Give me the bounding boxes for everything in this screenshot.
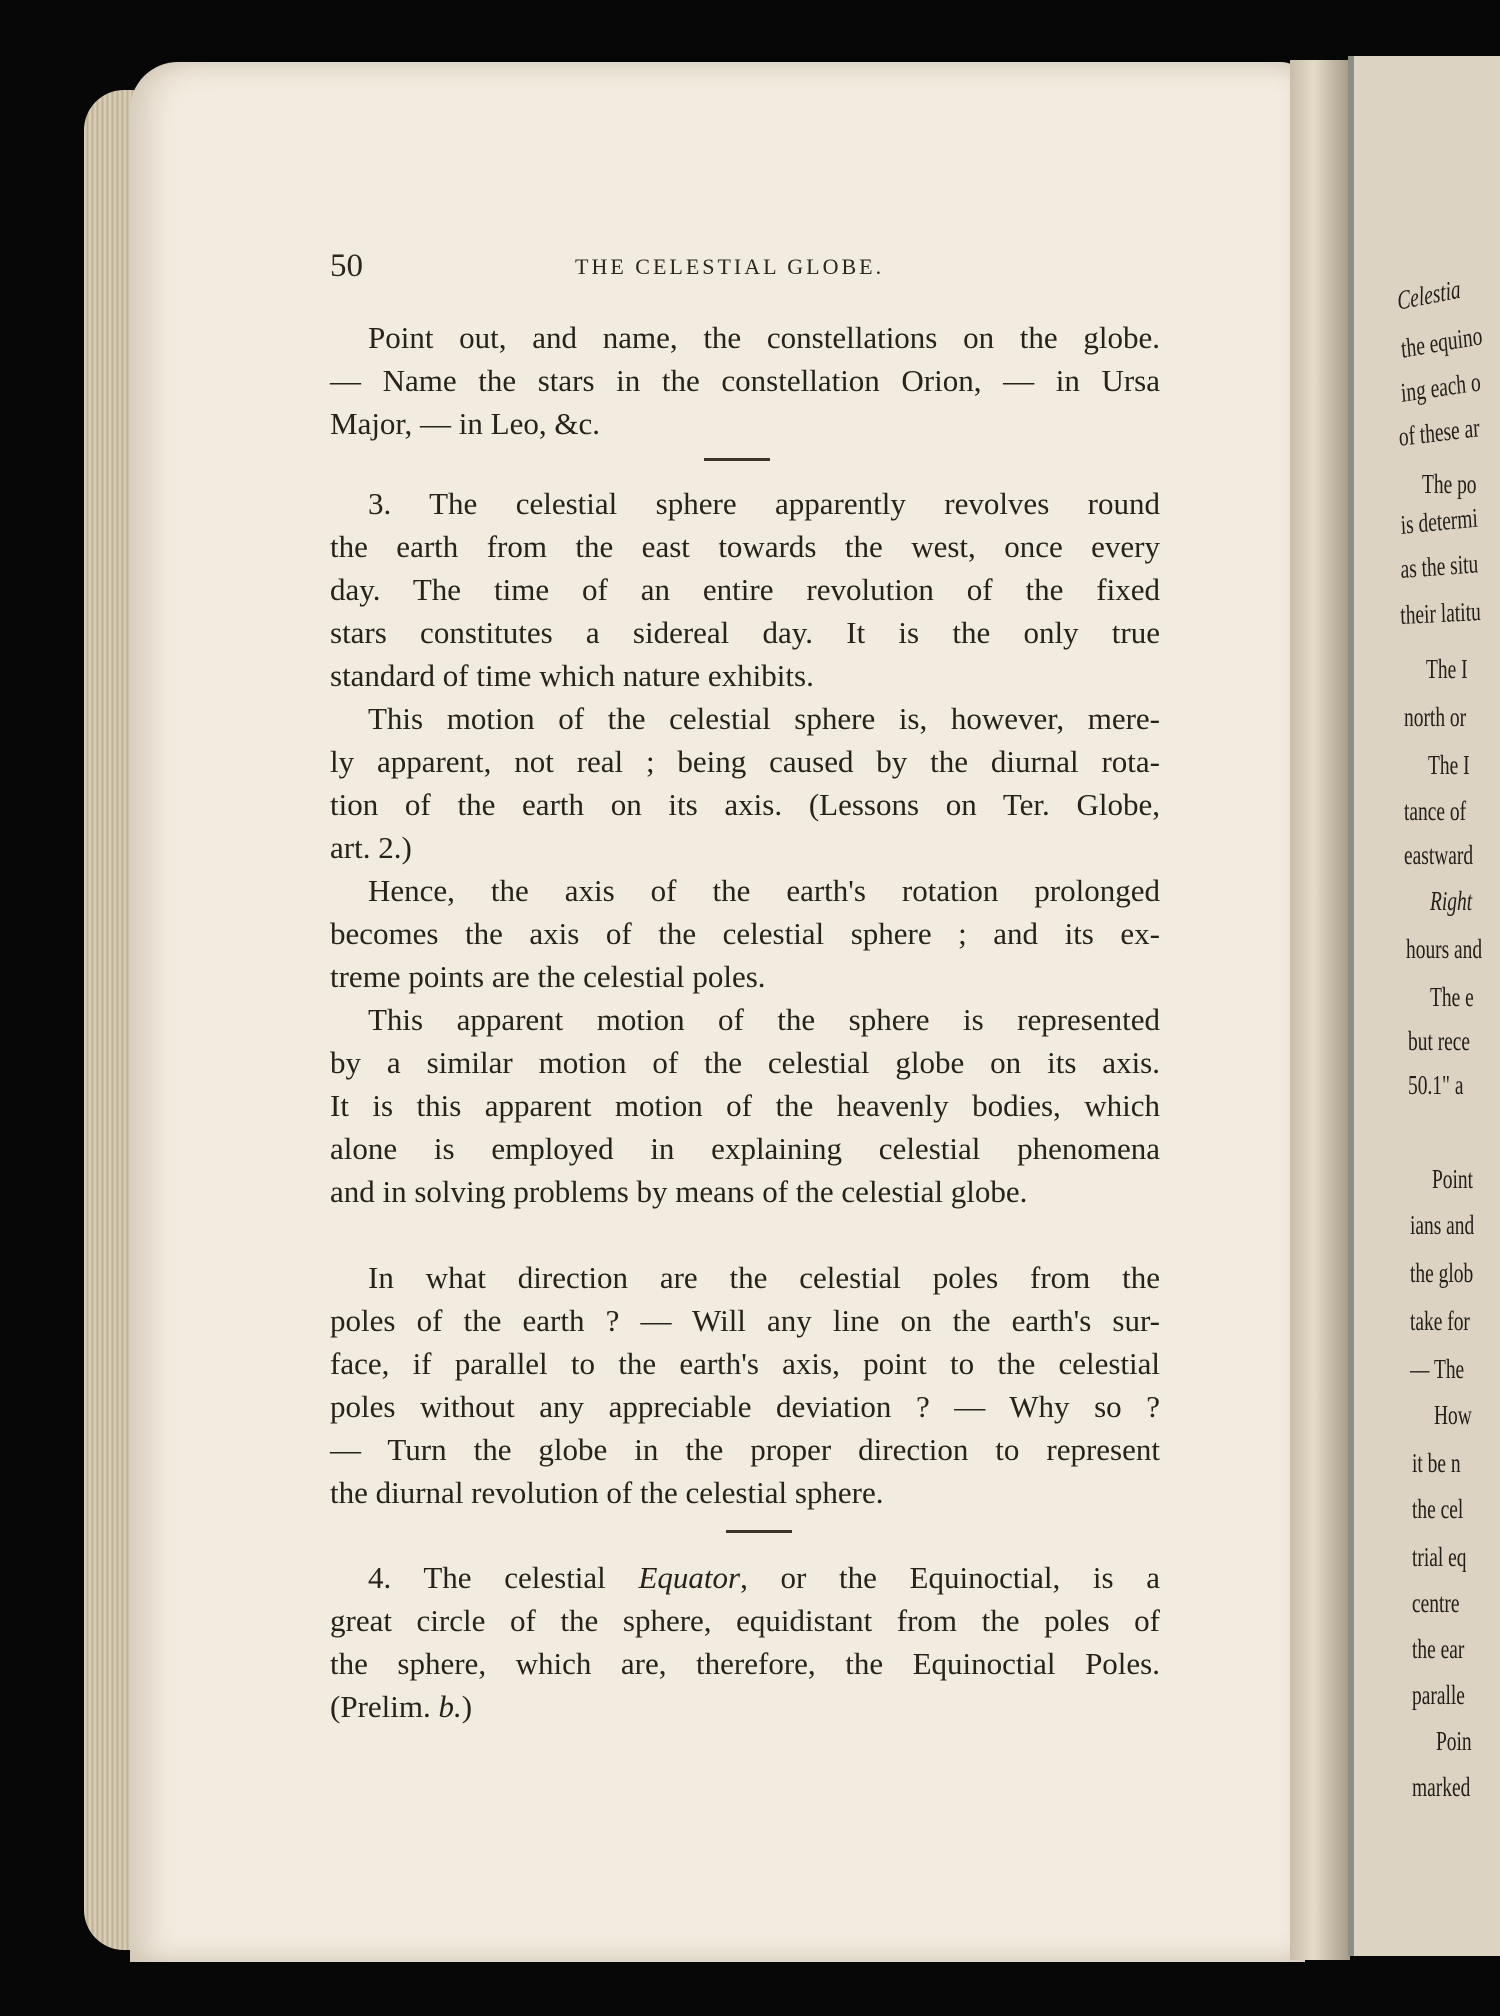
facing-line: the cel bbox=[1412, 1494, 1464, 1524]
text-line: Major, — in Leo, &c. bbox=[330, 406, 600, 441]
facing-line: Poin bbox=[1436, 1726, 1472, 1756]
text-line: the sphere, which are, therefore, the Equinoctial Poles. bbox=[330, 1646, 1160, 1681]
paragraph-questions-poles bbox=[330, 1256, 1160, 1514]
text-line: and in solving problems by means of the celestial globe. bbox=[330, 1174, 1028, 1209]
text-line: Point out, and name, the constellations on the globe. bbox=[368, 320, 1160, 355]
facing-line: The I bbox=[1426, 654, 1468, 684]
text-line: alone is employed in explaining celestial phenomena bbox=[330, 1131, 1160, 1166]
text-line: day. The time of an entire revolution of the fixed bbox=[330, 572, 1160, 607]
prelim-italic: b. bbox=[438, 1689, 462, 1724]
facing-line: Celestia bbox=[1395, 273, 1462, 316]
facing-line: as the situ bbox=[1399, 548, 1479, 584]
text-line: — Turn the globe in the proper direction to represent bbox=[330, 1432, 1160, 1467]
text-line: This motion of the celestial sphere is, however, mere- bbox=[368, 701, 1160, 736]
prelim-prefix: (Prelim. bbox=[330, 1689, 439, 1724]
facing-line: ians and bbox=[1410, 1210, 1475, 1240]
facing-line: The e bbox=[1430, 982, 1474, 1012]
facing-line: it be n bbox=[1412, 1448, 1461, 1478]
text-line: face, if parallel to the earth's axis, point to the celestial bbox=[330, 1346, 1160, 1381]
running-title: THE CELESTIAL GLOBE. bbox=[575, 254, 885, 279]
facing-line: Right bbox=[1430, 886, 1473, 916]
text-line: In what direction are the celestial poles from the bbox=[368, 1260, 1160, 1295]
text-line: ly apparent, not real ; being caused by the diurnal rota- bbox=[330, 744, 1160, 779]
page-number: 50 bbox=[330, 248, 363, 284]
text-line: art. 2.) bbox=[330, 830, 412, 865]
equator-term: Equator bbox=[638, 1560, 741, 1595]
facing-line: the ear bbox=[1412, 1634, 1465, 1664]
facing-line: north or bbox=[1404, 702, 1467, 732]
facing-line: the equino bbox=[1399, 320, 1484, 364]
facing-line: eastward bbox=[1404, 840, 1474, 870]
equator-rest: , or the Equinoctial, is a bbox=[740, 1560, 1160, 1595]
facing-page bbox=[1348, 56, 1500, 1956]
facing-line: their latitu bbox=[1399, 596, 1482, 630]
book-gutter bbox=[1290, 60, 1350, 1960]
section-3 bbox=[330, 482, 1160, 1213]
section-rule bbox=[726, 1530, 792, 1533]
page-header bbox=[330, 248, 1160, 288]
text-line: Hence, the axis of the earth's rotation prolonged bbox=[368, 873, 1160, 908]
text-line: 3. The celestial sphere apparently revolves round bbox=[368, 486, 1160, 521]
text-line: It is this apparent motion of the heavenly bodies, which bbox=[330, 1088, 1160, 1123]
text-line: the earth from the east towards the west, once every bbox=[330, 529, 1160, 564]
text-line: stars constitutes a sidereal day. It is the only true bbox=[330, 615, 1160, 650]
text-line: becomes the axis of the celestial sphere ; and its ex- bbox=[330, 916, 1160, 951]
text-line: the diurnal revolution of the celestial sphere. bbox=[330, 1475, 884, 1510]
facing-line: but rece bbox=[1408, 1026, 1471, 1056]
prelim-suffix: ) bbox=[461, 1689, 473, 1724]
facing-line: is determi bbox=[1399, 502, 1479, 540]
section-rule bbox=[704, 458, 770, 461]
equator-prefix: 4. The celestial bbox=[368, 1560, 639, 1595]
facing-line: the glob bbox=[1410, 1258, 1474, 1288]
text-line: treme points are the celestial poles. bbox=[330, 959, 766, 994]
facing-line: marked bbox=[1412, 1772, 1471, 1802]
facing-line: take for bbox=[1410, 1306, 1470, 1336]
text-line: standard of time which nature exhibits. bbox=[330, 658, 814, 693]
text-line bbox=[330, 1556, 1160, 1599]
text-line bbox=[330, 1685, 1160, 1728]
facing-line: tance of bbox=[1404, 796, 1467, 826]
facing-line: 50.1" a bbox=[1408, 1070, 1464, 1100]
facing-line: The po bbox=[1422, 469, 1477, 499]
text-line: by a similar motion of the celestial globe on its axis. bbox=[330, 1045, 1160, 1080]
facing-line: ing each o bbox=[1399, 366, 1482, 408]
facing-line: — The bbox=[1410, 1354, 1465, 1384]
text-line: This apparent motion of the sphere is represented bbox=[368, 1002, 1160, 1037]
text-line: tion of the earth on its axis. (Lessons on Ter. Globe, bbox=[330, 787, 1160, 822]
facing-line: The I bbox=[1428, 750, 1470, 780]
facing-line: paralle bbox=[1412, 1680, 1465, 1710]
facing-line: of these ar bbox=[1397, 412, 1481, 452]
text-line: — Name the stars in the constellation Orion, — in Ursa bbox=[330, 363, 1160, 398]
text-line: poles of the earth ? — Will any line on the earth's sur- bbox=[330, 1303, 1160, 1338]
facing-line: hours and bbox=[1406, 934, 1483, 964]
facing-line: Point bbox=[1432, 1164, 1474, 1194]
facing-line: centre bbox=[1412, 1588, 1460, 1618]
paragraph-questions-constellations bbox=[330, 316, 1160, 445]
text-line: poles without any appreciable deviation ? — Why so ? bbox=[330, 1389, 1160, 1424]
facing-line: trial eq bbox=[1412, 1542, 1467, 1572]
facing-line: How bbox=[1434, 1400, 1472, 1430]
section-4 bbox=[330, 1556, 1160, 1728]
text-line: great circle of the sphere, equidistant from the poles of bbox=[330, 1603, 1160, 1638]
